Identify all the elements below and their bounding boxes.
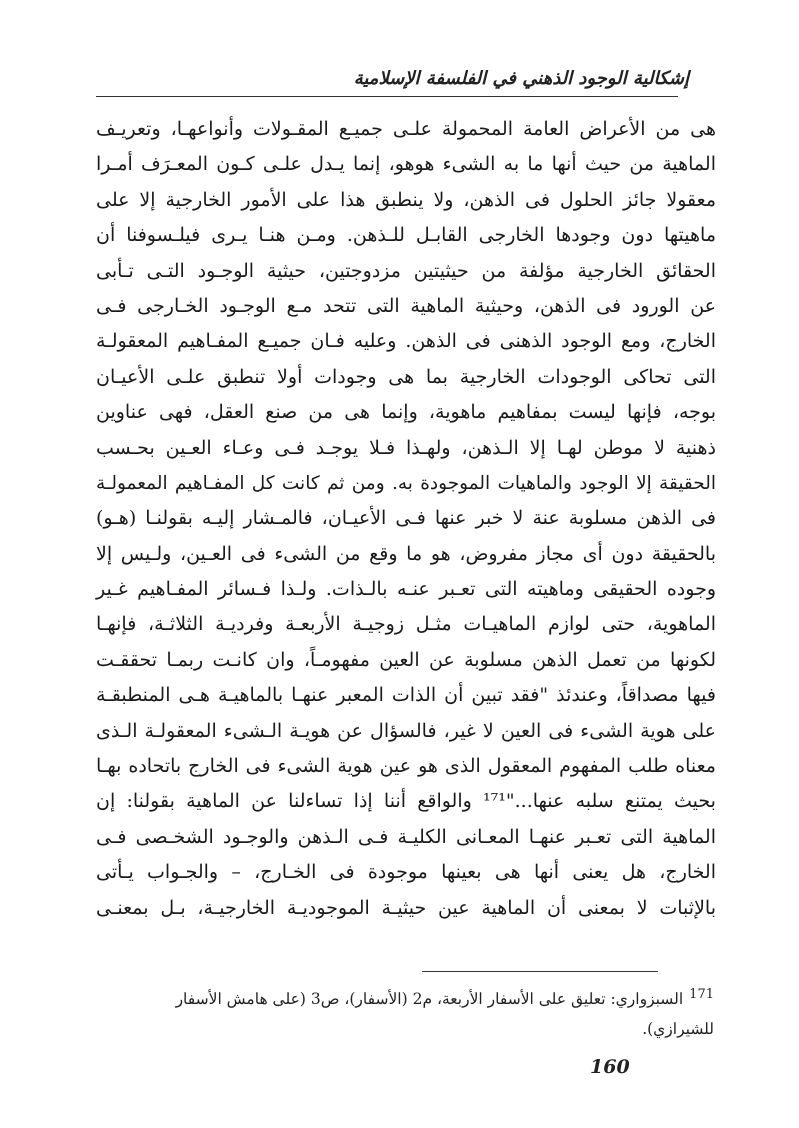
body-line: على هوية الشىء فى العين لا غير، فالسؤال عن هويـة الـشىء المعقولـة الـذى	[96, 719, 716, 742]
body-line: التى تحاكى الوجودات الخارجية بما هى وجودات أولا تنطبق علـى الأعيـان	[96, 365, 716, 388]
running-head: إشكالية الوجود الذهني في الفلسفة الإسلامية	[353, 68, 689, 89]
body-line: معقولا جائز الحلول فى الذهن، ولا ينطبق هذا على الأمور الخارجية إلا على	[96, 188, 716, 211]
body-line: الماهوية، حتى لوازم الماهيـات مثـل زوجيـة الأربعـة وفرديـة الثلاثـة، فإنهـا	[96, 613, 716, 636]
body-line: الخارج، هل يعنى أنها هى بعينها موجودة فى الخـارج، – والجـواب يـأتى	[96, 861, 716, 884]
body-text	[96, 112, 716, 926]
footnote-rule	[422, 971, 658, 972]
body-line: الحقائق الخارجية مؤلفة من حيثيتين مزدوجتين، حيثية الوجـود التـى تـأبى	[96, 259, 716, 282]
body-line: بالإثبات لا بمعنى أن الماهية عين حيثيـة الموجوديـة الخارجيـة، بـل بمعنـى	[96, 896, 716, 919]
body-line: فيها مصداقاً، وعندئذ "فقد تبين أن الذات المعبر عنهـا بالماهيـة هـى المنطبقـة	[96, 684, 716, 707]
body-line: الحقيقة إلا الوجود والماهيات الموجودة به. ومن ثم كانت كل المفـاهيم المعمولـة	[96, 472, 716, 494]
body-line: لكونها من تعمل الذهن مسلوبة عن العين مفهومـاً، وان كانـت ربمـا تحققـت	[96, 648, 716, 671]
body-line: عن الورود فى الذهن، وحيثية الماهية التى تتحد مـع الوجـود الخـارجى فـى	[96, 294, 716, 317]
body-line: بوجه، فإنها ليست بمفاهيم ماهوية، وإنما هى من صنع العقل، فهى عناوين	[96, 401, 716, 424]
body-line: الخارج، ومع الوجود الذهنى فى الذهن. وعليه فـان جميـع المفـاهيم المعقولـة	[96, 330, 716, 353]
page-number: 160	[590, 1056, 630, 1078]
body-line: ذهنية لا موطن لهـا إلا الـذهن، ولهـذا فـلا يوجـد فـى وعـاء العـين بحـسب	[96, 436, 716, 459]
footnote-number: 171	[689, 987, 714, 1002]
body-line: وجوده الحقيقى وماهيته التى تعـبر عنـه بالـذات. ولـذا فـسائر المفـاهيم غـير	[96, 578, 716, 601]
body-line: هى من الأعراض العامة المحمولة علـى جميـع المقـولات وأنواعهـا، وتعريـف	[96, 118, 716, 140]
footnote-text: السبزواري: تعليق على الأسفار الأربعة، م2 (الأسفار)، ص3 (على هامش الأسفار	[175, 990, 684, 1009]
footnote-line: للشيرازي).	[642, 1020, 714, 1039]
footnote	[100, 980, 714, 1044]
header-rule	[96, 96, 678, 97]
body-line: الماهية التى تعـبر عنهـا المعـانى الكليـة فـى الـذهن والوجـود الشخـصى فـى	[96, 825, 716, 848]
body-line: بحيث يمتنع سلبه عنها..."¹⁷¹ والواقع أننا إذا تساءلنا عن الماهية بقولنا: إن	[96, 790, 716, 813]
body-line: ماهيتها دون وجودها الخارجى القابـل للـذهن. ومـن هنـا يـرى فيلـسوفنا أن	[96, 224, 716, 247]
body-line: معناه طلب المفهوم المعقول الذى هو عين هوية الشىء فى الخارج باتحاده بهـا	[96, 755, 716, 778]
body-line: الماهية من حيث أنها ما به الشىء هوهو، إنما يـدل علـى كـون المعـرَف أمـرا	[96, 153, 716, 176]
body-line: بالحقيقة دون أى مجاز مفروض، هو ما وقع من الشىء فى العـين، ولـيس إلا	[96, 542, 716, 565]
footnote-line	[100, 980, 714, 1014]
body-line: فى الذهن مسلوبة عنة لا خبر عنها فـى الأعيـان، فالمـشار إليـه بقولنـا (هـو)	[96, 507, 716, 530]
